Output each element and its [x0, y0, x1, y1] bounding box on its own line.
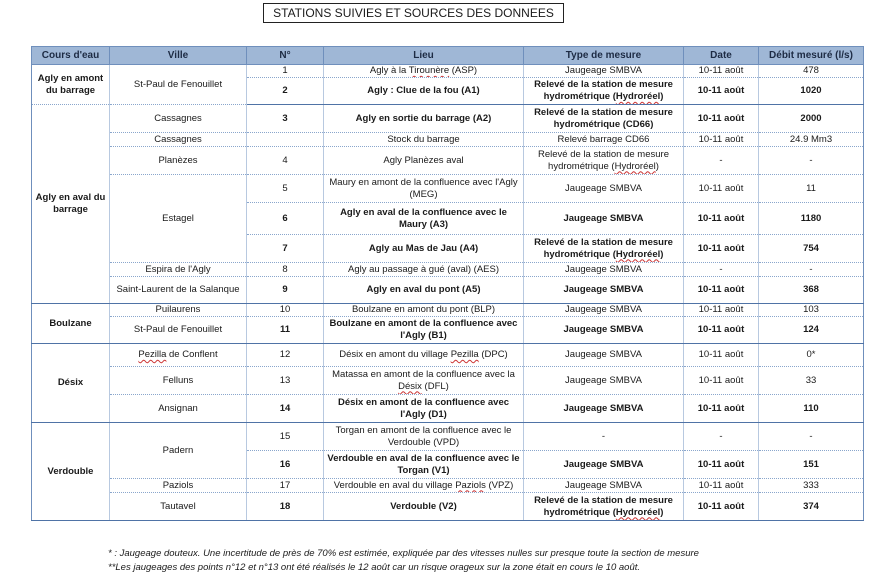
table-row: [32, 395, 864, 423]
ville-cell: Estagel: [110, 175, 247, 263]
page-title: STATIONS SUIVIES ET SOURCES DES DONNEES: [263, 3, 564, 23]
table-row: [32, 147, 864, 175]
numero-cell: 10: [247, 304, 324, 317]
debit-cell: 24.9 Mm3: [759, 133, 864, 147]
type-cell: Relevé de la station de mesure hydrométrique (Hydroréel): [524, 235, 684, 263]
stations-table: [31, 46, 864, 521]
debit-cell: 0*: [759, 344, 864, 367]
date-cell: 10-11 août: [684, 175, 759, 203]
debit-cell: -: [759, 147, 864, 175]
table-row: [32, 367, 864, 395]
debit-cell: -: [759, 423, 864, 451]
lieu-cell: Agly en aval du pont (A5): [324, 277, 524, 304]
type-cell: Relevé de la station de mesure hydrométrique (Hydroréel): [524, 147, 684, 175]
ville-cell: Cassagnes: [110, 133, 247, 147]
table-row: [32, 423, 864, 451]
numero-cell: 1: [247, 65, 324, 78]
type-cell: Jaugeage SMBVA: [524, 263, 684, 277]
numero-cell: 18: [247, 493, 324, 521]
date-cell: 10-11 août: [684, 367, 759, 395]
lieu-cell: Agly en aval de la confluence avec le Maury (A3): [324, 203, 524, 235]
date-cell: 10-11 août: [684, 493, 759, 521]
debit-cell: 478: [759, 65, 864, 78]
ville-cell: Puilaurens: [110, 304, 247, 317]
numero-cell: [247, 133, 324, 147]
river-cell: Désix: [32, 344, 110, 423]
numero-cell: 11: [247, 317, 324, 344]
lieu-cell: Agly à la Tirounère (ASP): [324, 65, 524, 78]
date-cell: 10-11 août: [684, 65, 759, 78]
footnote-uncertainty: * : Jaugeage douteux. Une incertitude de près de 70% est estimée, expliquée par des vitesses nulles sur presque toute la section de mesure: [108, 548, 699, 559]
table-row: [32, 344, 864, 367]
lieu-cell: Verdouble (V2): [324, 493, 524, 521]
lieu-cell: Agly Planèzes aval: [324, 147, 524, 175]
date-cell: 10-11 août: [684, 344, 759, 367]
date-cell: 10-11 août: [684, 277, 759, 304]
numero-cell: 9: [247, 277, 324, 304]
lieu-cell: Agly au Mas de Jau (A4): [324, 235, 524, 263]
debit-cell: 151: [759, 451, 864, 479]
lieu-cell: Boulzane en amont de la confluence avec l'Agly (B1): [324, 317, 524, 344]
type-cell: Jaugeage SMBVA: [524, 317, 684, 344]
lieu-cell: Désix en amont du village Pezilla (DPC): [324, 344, 524, 367]
lieu-cell: Matassa en amont de la confluence avec la Désix (DFL): [324, 367, 524, 395]
ville-cell: Tautavel: [110, 493, 247, 521]
ville-cell: Ansignan: [110, 395, 247, 423]
debit-cell: 2000: [759, 105, 864, 133]
debit-cell: 374: [759, 493, 864, 521]
debit-cell: 103: [759, 304, 864, 317]
header-row: [32, 47, 864, 65]
footnote-dates: **Les jaugeages des points n°12 et n°13 ont été réalisés le 12 août car un risque orageux sur la zone était en cours le 10 août.: [108, 562, 641, 573]
date-cell: 10-11 août: [684, 479, 759, 493]
col-header-cours-deau: Cours d'eau: [32, 47, 110, 65]
type-cell: Jaugeage SMBVA: [524, 479, 684, 493]
lieu-cell: Agly en sortie du barrage (A2): [324, 105, 524, 133]
date-cell: 10-11 août: [684, 304, 759, 317]
debit-cell: 124: [759, 317, 864, 344]
date-cell: 10-11 août: [684, 235, 759, 263]
numero-cell: 5: [247, 175, 324, 203]
col-header-lieu: Lieu: [324, 47, 524, 65]
numero-cell: 7: [247, 235, 324, 263]
river-cell: Boulzane: [32, 304, 110, 344]
type-cell: Jaugeage SMBVA: [524, 344, 684, 367]
ville-cell: Pezilla de Conflent: [110, 344, 247, 367]
type-cell: Jaugeage SMBVA: [524, 175, 684, 203]
ville-cell: St-Paul de Fenouillet: [110, 65, 247, 105]
lieu-cell: Désix en amont de la confluence avec l'Agly (D1): [324, 395, 524, 423]
debit-cell: 333: [759, 479, 864, 493]
date-cell: -: [684, 423, 759, 451]
date-cell: -: [684, 263, 759, 277]
type-cell: Relevé de la station de mesure hydrométrique (CD66): [524, 105, 684, 133]
col-header-numero: N°: [247, 47, 324, 65]
col-header-date: Date: [684, 47, 759, 65]
type-cell: Jaugeage SMBVA: [524, 304, 684, 317]
date-cell: 10-11 août: [684, 203, 759, 235]
table-row: [32, 263, 864, 277]
debit-cell: 1180: [759, 203, 864, 235]
date-cell: 10-11 août: [684, 451, 759, 479]
date-cell: 10-11 août: [684, 317, 759, 344]
type-cell: Jaugeage SMBVA: [524, 395, 684, 423]
table-row: [32, 493, 864, 521]
type-cell: -: [524, 423, 684, 451]
ville-cell: Padern: [110, 423, 247, 479]
table-header: [32, 47, 864, 65]
ville-cell: St-Paul de Fenouillet: [110, 317, 247, 344]
type-cell: Relevé de la station de mesure hydrométrique (Hydroréel): [524, 78, 684, 105]
type-cell: Jaugeage SMBVA: [524, 277, 684, 304]
river-cell: Verdouble: [32, 423, 110, 521]
numero-cell: 2: [247, 78, 324, 105]
lieu-cell: Verdouble en aval du village Paziols (VPZ): [324, 479, 524, 493]
ville-cell: Saint-Laurent de la Salanque: [110, 277, 247, 304]
date-cell: 10-11 août: [684, 78, 759, 105]
lieu-cell: Agly : Clue de la fou (A1): [324, 78, 524, 105]
river-cell: Agly en amont du barrage: [32, 65, 110, 105]
table-row: [32, 133, 864, 147]
numero-cell: 6: [247, 203, 324, 235]
lieu-cell: Stock du barrage: [324, 133, 524, 147]
table-row: [32, 317, 864, 344]
table-row: [32, 105, 864, 133]
col-header-type-mesure: Type de mesure: [524, 47, 684, 65]
lieu-cell: Torgan en amont de la confluence avec le Verdouble (VPD): [324, 423, 524, 451]
type-cell: Jaugeage SMBVA: [524, 65, 684, 78]
numero-cell: 15: [247, 423, 324, 451]
ville-cell: Espira de l'Agly: [110, 263, 247, 277]
type-cell: Jaugeage SMBVA: [524, 367, 684, 395]
numero-cell: 3: [247, 105, 324, 133]
ville-cell: Paziols: [110, 479, 247, 493]
footnotes: [108, 547, 878, 575]
type-cell: Relevé barrage CD66: [524, 133, 684, 147]
ville-cell: Felluns: [110, 367, 247, 395]
numero-cell: 4: [247, 147, 324, 175]
lieu-cell: Maury en amont de la confluence avec l'Agly (MEG): [324, 175, 524, 203]
col-header-ville: Ville: [110, 47, 247, 65]
table-row: [32, 479, 864, 493]
debit-cell: 33: [759, 367, 864, 395]
numero-cell: 8: [247, 263, 324, 277]
numero-cell: 13: [247, 367, 324, 395]
debit-cell: -: [759, 263, 864, 277]
debit-cell: 754: [759, 235, 864, 263]
numero-cell: 12: [247, 344, 324, 367]
table-body: [32, 65, 864, 521]
lieu-cell: Verdouble en aval de la confluence avec le Torgan (V1): [324, 451, 524, 479]
numero-cell: 14: [247, 395, 324, 423]
type-cell: Jaugeage SMBVA: [524, 203, 684, 235]
col-header-debit: Débit mesuré (l/s): [759, 47, 864, 65]
debit-cell: 110: [759, 395, 864, 423]
date-cell: 10-11 août: [684, 395, 759, 423]
type-cell: Relevé de la station de mesure hydrométrique (Hydroréel): [524, 493, 684, 521]
lieu-cell: Agly au passage à gué (aval) (AES): [324, 263, 524, 277]
lieu-cell: Boulzane en amont du pont (BLP): [324, 304, 524, 317]
date-cell: 10-11 août: [684, 105, 759, 133]
river-cell: Agly en aval du barrage: [32, 105, 110, 304]
ville-cell: Planèzes: [110, 147, 247, 175]
debit-cell: 1020: [759, 78, 864, 105]
date-cell: 10-11 août: [684, 133, 759, 147]
table-row: [32, 277, 864, 304]
ville-cell: Cassagnes: [110, 105, 247, 133]
type-cell: Jaugeage SMBVA: [524, 451, 684, 479]
debit-cell: 368: [759, 277, 864, 304]
table-row: [32, 304, 864, 317]
numero-cell: 17: [247, 479, 324, 493]
debit-cell: 11: [759, 175, 864, 203]
table-row: [32, 175, 864, 203]
numero-cell: 16: [247, 451, 324, 479]
date-cell: -: [684, 147, 759, 175]
table-row: [32, 65, 864, 78]
